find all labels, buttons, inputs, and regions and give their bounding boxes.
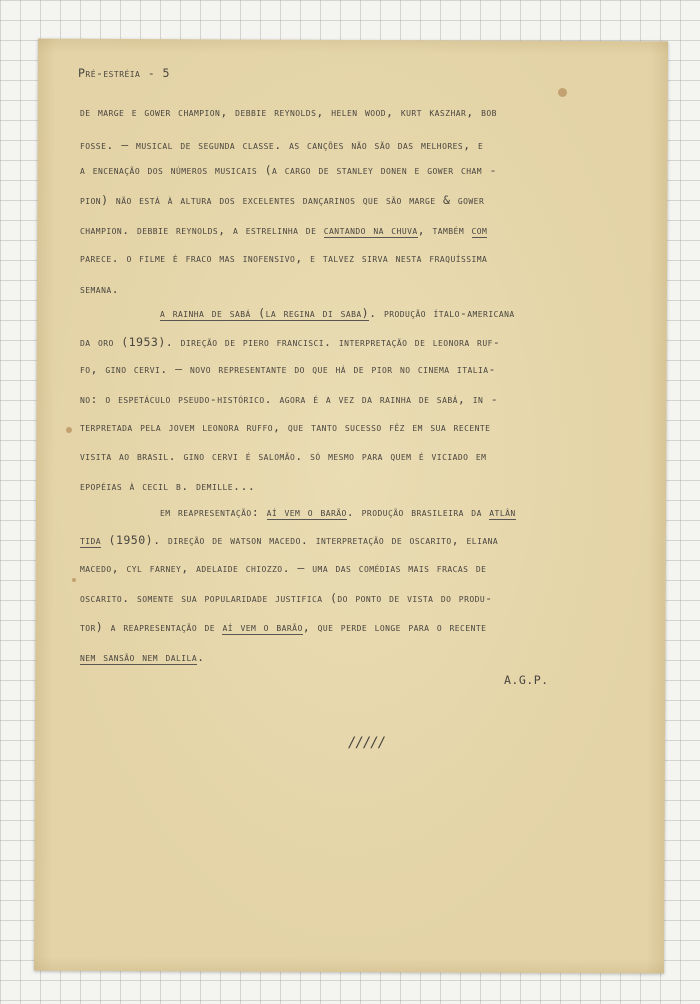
- text-line: [160, 505, 700, 519]
- text-fragment: , também: [417, 223, 472, 237]
- text-line: epopéias à cecil b. demille...: [80, 479, 256, 493]
- text-line: a encenação dos números musicais (a cargo de stanley donen e gower cham -: [80, 163, 497, 177]
- text-line: no: o espetáculo pseudo-histórico. agora é a vez da rainha de sabá, in -: [80, 392, 499, 406]
- text-fragment: com: [471, 223, 488, 237]
- text-line: parece. o filme é fraco mas inofensivo, e talvez sirva nesta fraquíssima: [80, 251, 488, 265]
- text-fragment: atlân: [489, 505, 516, 519]
- text-fragment: em reapresentação:: [160, 505, 267, 519]
- text-fragment: . produção ítalo-americana: [369, 306, 515, 320]
- text-fragment: champion. debbie reynolds, a estrelinha de: [80, 223, 324, 237]
- film-title: a rainha de sabá (la regina di saba): [160, 306, 370, 320]
- paper-stain: [72, 578, 76, 582]
- text-line: pion) não está à altura dos excelentes dançarinos que são marge & gower: [80, 193, 485, 207]
- text-line: terpretada pela jovem leonora ruffo, que tanto sucesso fêz em sua recente: [80, 420, 491, 434]
- text-line: de marge e gower champion, debbie reynolds, helen wood, kurt kaszhar, bob: [80, 105, 497, 119]
- text-line: [160, 306, 700, 320]
- text-line: [80, 533, 670, 547]
- paper-stain: [66, 427, 72, 433]
- end-mark: /////: [348, 735, 386, 751]
- text-line: visita ao brasil. gino cervi é salomão. só mesmo para quem é viciado em: [80, 449, 487, 463]
- text-fragment: , que perde longe para o recente: [302, 620, 487, 634]
- text-line: oscarito. somente sua popularidade justifica (do ponto de vista do produ-: [80, 591, 493, 605]
- text-line: fo, gino cervi. — novo representante do que há de pior no cinema italia-: [80, 362, 496, 376]
- text-line: macedo, cyl farney, adelaide chiozzo. — uma das comédias mais fracas de: [80, 561, 487, 575]
- text-line: da oro (1953). direção de piero francisci. interpretação de leonora ruf-: [80, 335, 501, 349]
- author-signature: A.G.P.: [504, 673, 549, 687]
- film-title: aí vem o barão: [266, 505, 347, 519]
- film-title: cantando na chuva: [323, 223, 418, 237]
- text-line: [80, 650, 670, 664]
- film-title: aí vem o barão: [222, 620, 303, 634]
- text-fragment: (1950). direção de watson macedo. interpretação de oscarito, eliana: [101, 533, 499, 547]
- paper-stain: [558, 88, 567, 97]
- text-fragment: tida: [80, 533, 102, 547]
- film-title: nem sansão nem dalila: [80, 650, 198, 664]
- text-line: [80, 620, 670, 634]
- text-line: [80, 223, 670, 237]
- text-fragment: tor) a reapresentação de: [80, 620, 223, 634]
- text-line: semana.: [80, 282, 120, 296]
- page-header: Pré-estréia - 5: [78, 66, 170, 80]
- text-fragment: . produção brasileira da: [346, 505, 490, 519]
- text-line: fosse. — musical de segunda classe. as canções não são das melhores, e: [80, 138, 484, 152]
- text-fragment: .: [197, 650, 205, 664]
